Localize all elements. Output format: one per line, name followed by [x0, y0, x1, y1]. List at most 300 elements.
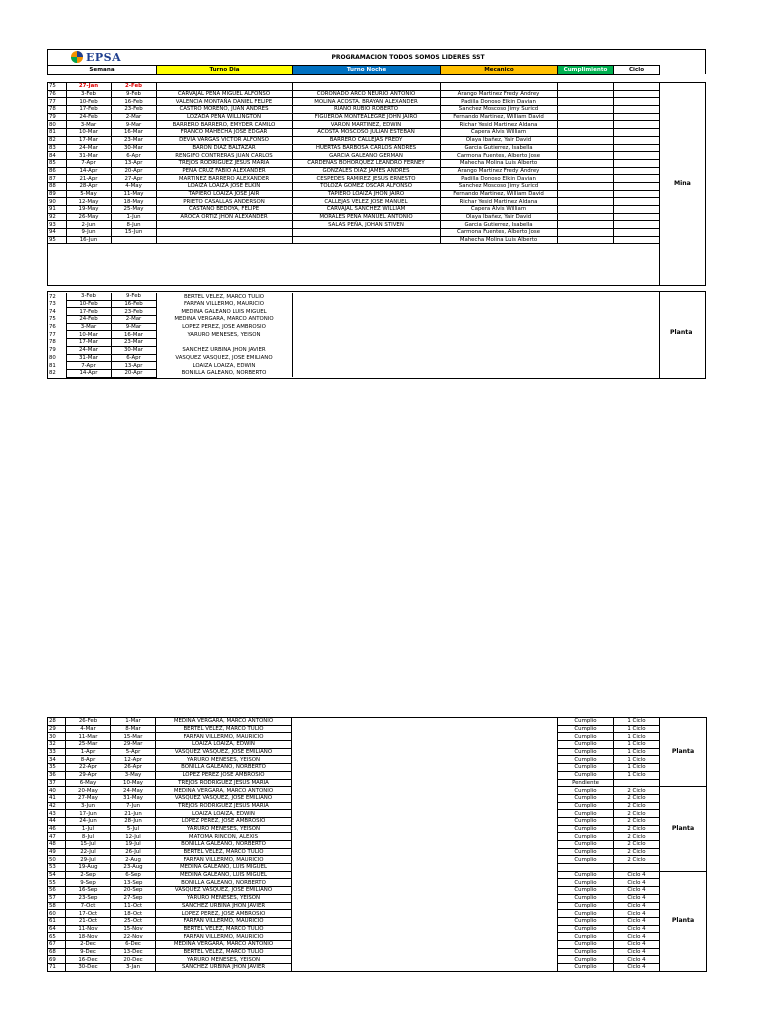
cell-empty — [292, 771, 558, 779]
cell-ciclo: 2 Ciclo — [614, 825, 660, 833]
cell: 31-May — [111, 794, 156, 802]
cell-empty — [292, 802, 558, 810]
cell: 25-May — [111, 206, 156, 214]
cell: 53 — [48, 864, 66, 872]
cell: 72 — [49, 293, 56, 300]
cell-ciclo — [613, 90, 659, 98]
cell: 16-Feb — [111, 300, 156, 308]
table-row — [48, 113, 659, 121]
table-row — [48, 894, 707, 902]
cell-cumplimiento: Cumplio — [558, 894, 614, 902]
cell-cumplimiento: Cumplio — [558, 817, 614, 825]
cell-empty — [292, 741, 558, 749]
group-label-mina: Mina — [674, 180, 691, 187]
table-row — [48, 887, 707, 895]
cell: 28 — [48, 718, 66, 726]
cell-ciclo — [613, 175, 659, 183]
cell: 61 — [48, 917, 66, 925]
table-row — [48, 83, 659, 90]
cell-empty — [557, 308, 613, 316]
table-row — [48, 764, 707, 772]
cell-cumplimiento — [557, 113, 613, 121]
cycles-table — [47, 717, 707, 972]
cell-empty — [292, 339, 440, 347]
cell-empty — [440, 300, 557, 308]
cell-empty — [292, 718, 558, 726]
cell: 91 — [48, 206, 66, 214]
cell-empty — [292, 925, 558, 933]
cell: 23-Sep — [66, 894, 111, 902]
cell: 30-Dec — [66, 964, 111, 972]
cell: 75 — [48, 83, 66, 90]
table-row — [48, 848, 707, 856]
cell: 95 — [48, 236, 66, 244]
cell: 54 — [48, 871, 66, 879]
mina-table — [48, 83, 659, 244]
cell: MEDINA VERGARA, MARCO ANTONIO — [156, 940, 292, 948]
cell: 68 — [48, 948, 66, 956]
cell: Capera Alvis William — [440, 129, 557, 137]
cell-ciclo — [613, 136, 659, 144]
cell-empty — [613, 293, 659, 300]
mina-divider — [659, 82, 660, 286]
cell: TAPIERO LOAIZA JHON JAIRO — [292, 190, 440, 198]
table-row — [48, 206, 659, 214]
cell-ciclo — [613, 213, 659, 221]
cell: LOAIZA LOAIZA, EDWIN — [156, 741, 292, 749]
cell-cumplimiento: Cumplio — [558, 964, 614, 972]
cell: 24-Feb — [66, 113, 111, 121]
cell-empty — [292, 894, 558, 902]
cell-cumplimiento — [557, 106, 613, 114]
cell: 24-Feb — [66, 316, 111, 324]
cell-cumplimiento — [557, 213, 613, 221]
cell-ciclo: Ciclo 4 — [614, 902, 660, 910]
cell-ciclo — [614, 779, 660, 787]
cell: 27-Apr — [111, 175, 156, 183]
cell: 90 — [48, 198, 66, 206]
cell: Olaya Ibañez, Yair David — [440, 136, 557, 144]
table-row — [48, 354, 659, 362]
cell: TREJOS RODRIGUEZ JESUS MARIA — [156, 802, 292, 810]
cell: CARDENAS BOHORQUEZ LEANDRO FERNEY — [292, 159, 440, 167]
table-row — [48, 879, 707, 887]
cell: 26-Jul — [111, 848, 156, 856]
cell: 23-Feb — [111, 106, 156, 114]
table-row — [48, 213, 659, 221]
cell: BARRERO CALLEJAS FREDY — [292, 136, 440, 144]
cell: 18-Oct — [111, 910, 156, 918]
cell: 12-May — [66, 198, 111, 206]
cell-empty — [292, 887, 558, 895]
cell-cumplimiento — [557, 121, 613, 129]
cell-ciclo: Ciclo 4 — [614, 879, 660, 887]
cell: RIAÑO RUBIO ROBERTO — [292, 106, 440, 114]
cell: 25-Oct — [111, 917, 156, 925]
cell-empty — [440, 331, 557, 339]
cell: 17-Feb — [66, 106, 111, 114]
table-row — [48, 825, 707, 833]
cell: BERTEL VELEZ, MARCO TULIO — [156, 948, 292, 956]
cell: 2-Mar — [111, 113, 156, 121]
cell-empty — [292, 733, 558, 741]
cell-empty — [292, 948, 558, 956]
cell-empty — [613, 331, 659, 339]
cell — [440, 83, 557, 90]
table-row — [48, 733, 707, 741]
cell: 28-Jun — [111, 817, 156, 825]
cell: 1-Jul — [66, 825, 111, 833]
table-row — [48, 871, 707, 879]
cell: 82 — [48, 136, 66, 144]
cell: BONILLA GALEANO, NORBERTO — [156, 369, 292, 377]
logo-text: EPSA — [86, 50, 122, 64]
table-row — [48, 725, 707, 733]
cell: 23-Feb — [111, 308, 156, 316]
cell: SANCHEZ URBINA JHON JAVIER — [156, 346, 292, 354]
cell: 73 — [49, 301, 56, 308]
table-row — [48, 331, 659, 339]
cell-empty — [292, 817, 558, 825]
col-turno-dia: Turno Dia — [157, 66, 293, 75]
cell: 10-Mar — [66, 331, 111, 339]
cell: 16-Feb — [111, 98, 156, 106]
cell: BONILLA GALEANO, NORBERTO — [156, 879, 292, 887]
cell-empty — [292, 331, 440, 339]
cell-empty — [557, 293, 613, 300]
cell — [156, 221, 292, 229]
cell: 1-Apr — [66, 748, 111, 756]
cell: VASQUEZ VASQUEZ, JOSE EMILIANO — [156, 354, 292, 362]
cell: 14-Apr — [66, 369, 111, 377]
cell: Mahecha Molina Luis Alberto — [440, 236, 557, 244]
cell-cumplimiento: Cumplio — [558, 910, 614, 918]
cell: 9-Sep — [66, 879, 111, 887]
cell-empty — [292, 300, 440, 308]
cell: 33 — [48, 748, 66, 756]
cell: 22-Apr — [66, 764, 111, 772]
cell: 49 — [48, 848, 66, 856]
cell-cumplimiento: Cumplio — [558, 848, 614, 856]
cell: 85 — [48, 159, 66, 167]
cell: Padilla Donoso Elkin Davian — [440, 98, 557, 106]
cell-ciclo: 1 Ciclo — [614, 771, 660, 779]
cell: 11-Nov — [66, 925, 111, 933]
cell: 29 — [48, 725, 66, 733]
cell-empty — [292, 787, 558, 795]
cell-cumplimiento: Cumplio — [558, 733, 614, 741]
cell-cumplimiento: Cumplio — [558, 902, 614, 910]
cell: 56 — [48, 887, 66, 895]
cell: 76 — [49, 324, 56, 331]
cell: YARURO MENESES, YEISON — [156, 756, 292, 764]
cell-empty — [440, 354, 557, 362]
cell: BARRERO BARRERO, EMYDER CAMILO — [156, 121, 292, 129]
cell: 15-Mar — [111, 733, 156, 741]
cell: GARCIA GALEANO GERMAN — [292, 152, 440, 160]
cell: 19-Aug — [66, 864, 111, 872]
cell: 40 — [48, 787, 66, 795]
cell: 22-Nov — [111, 933, 156, 941]
cell: 6-Sep — [111, 871, 156, 879]
cell: 6-May — [66, 779, 111, 787]
cell-ciclo: 1 Ciclo — [614, 725, 660, 733]
cell-ciclo — [613, 152, 659, 160]
cell: 83 — [48, 144, 66, 152]
table-row — [48, 940, 707, 948]
cell: LOAIZA LOAIZA, EDWIN — [156, 362, 292, 370]
cell: 44 — [48, 817, 66, 825]
cell: 81 — [49, 362, 56, 369]
cell: 9-Mar — [111, 323, 156, 331]
cell: 5-Jul — [111, 825, 156, 833]
cell-empty — [292, 756, 558, 764]
cell: 47 — [48, 833, 66, 841]
cell: YARURO MENESES, YEISON — [156, 956, 292, 964]
cell-cumplimiento — [557, 129, 613, 137]
cell: 1-Mar — [111, 718, 156, 726]
cell-cumplimiento: Cumplio — [558, 940, 614, 948]
cell: CALLEJAS VELEZ JOSE MANUEL — [292, 198, 440, 206]
cell: FARFAN VILLERMO, MAURICIO — [156, 300, 292, 308]
cell-empty — [292, 316, 440, 324]
cell: 31-Mar — [66, 354, 111, 362]
cell: 27-May — [66, 794, 111, 802]
cell: 2-Feb — [111, 83, 156, 90]
cell-empty — [440, 339, 557, 347]
cell-empty — [292, 779, 558, 787]
cell: 19-Jul — [111, 841, 156, 849]
cell: Carmona Fuentes, Alberto Jose — [440, 152, 557, 160]
cell: Sanchez Moscoso Jimy Suricd — [440, 182, 557, 190]
cell: 13-Sep — [111, 879, 156, 887]
cell-empty — [440, 323, 557, 331]
cell: MARTINEZ BARRERO ALEXANDER — [156, 175, 292, 183]
cell-ciclo: 2 Ciclo — [614, 833, 660, 841]
col-cumplimiento: Cumplimiento — [558, 66, 614, 75]
cell: 60 — [48, 910, 66, 918]
cell: HUERTAS BARBOSA CARLOS ANDRES — [292, 144, 440, 152]
table-row — [48, 308, 659, 316]
cell-cumplimiento: Cumplio — [558, 925, 614, 933]
cell: 12-Apr — [111, 756, 156, 764]
cell-ciclo — [613, 144, 659, 152]
col-mecanico: Mecanico — [441, 66, 558, 75]
cell-empty — [440, 308, 557, 316]
cell: 11-Mar — [66, 733, 111, 741]
cell: 17-Jun — [66, 810, 111, 818]
cell: LOZADA PEÑA WILLINGTON — [156, 113, 292, 121]
cell: 12-Jul — [111, 833, 156, 841]
table-row — [48, 198, 659, 206]
cell: MEDINA GALEANO, LUIS MIGUEL — [156, 864, 292, 872]
cell-cumplimiento: Cumplio — [558, 741, 614, 749]
cell-cumplimiento — [557, 182, 613, 190]
cell-ciclo: 2 Ciclo — [614, 848, 660, 856]
cell-cumplimiento: Cumplio — [558, 948, 614, 956]
cell: 6-Apr — [111, 354, 156, 362]
cell-cumplimiento: Cumplio — [558, 725, 614, 733]
cell: 82 — [49, 370, 56, 377]
cell: 32 — [48, 741, 66, 749]
table-row — [48, 221, 659, 229]
cell-ciclo: Ciclo 4 — [614, 871, 660, 879]
table-row — [48, 236, 659, 244]
table-row — [48, 948, 707, 956]
cell: 10-Feb — [66, 300, 111, 308]
cell: 76 — [48, 90, 66, 98]
table-row — [48, 925, 707, 933]
cell: 3-Mar — [66, 323, 111, 331]
cell: 21-Jun — [111, 810, 156, 818]
cell: Richar Yesid Martinez Aldana — [440, 198, 557, 206]
cell — [156, 83, 292, 90]
cell-empty — [292, 848, 558, 856]
cell: 16-Sep — [66, 887, 111, 895]
cell: 94 — [48, 229, 66, 237]
cell-cumplimiento: Pendiente — [558, 779, 614, 787]
cell-empty — [557, 316, 613, 324]
cell: 48 — [48, 841, 66, 849]
table-row — [48, 144, 659, 152]
table-row — [48, 300, 659, 308]
cell: 13-Apr — [111, 159, 156, 167]
cell: 9-Jun — [66, 229, 111, 237]
table-row — [48, 293, 659, 300]
cell-ciclo — [613, 159, 659, 167]
cell: 15-Jul — [66, 841, 111, 849]
cell-empty — [292, 964, 558, 972]
cell: 8-Mar — [111, 725, 156, 733]
cell: CARVAJAL PEÑA MIGUEL ALFONSO — [156, 90, 292, 98]
table-row — [48, 787, 707, 795]
cell: 26-Feb — [66, 718, 111, 726]
cell: 55 — [48, 879, 66, 887]
table-row — [48, 323, 659, 331]
cell: 58 — [48, 902, 66, 910]
cell: TAPIERO LOAIZA JOSE JAIR — [156, 190, 292, 198]
cell: BONILLA GALEANO, NORBERTO — [156, 841, 292, 849]
cell — [292, 83, 440, 90]
cell-ciclo — [613, 106, 659, 114]
cell: CASTRO MORENO, JUAN ANDRES — [156, 106, 292, 114]
cell-cumplimiento: Cumplio — [558, 794, 614, 802]
cell — [111, 236, 156, 244]
cell-empty — [292, 879, 558, 887]
table-row — [48, 362, 659, 370]
table-row — [48, 121, 659, 129]
table-row — [48, 856, 707, 864]
cell: BERTEL VELEZ, MARCO TULIO — [156, 293, 292, 300]
cell: 3-Feb — [66, 293, 111, 300]
cell: 74 — [49, 308, 56, 315]
cell: 92 — [48, 213, 66, 221]
cell: 3-May — [111, 771, 156, 779]
epsa-logo-icon — [70, 50, 84, 64]
cell-empty — [292, 856, 558, 864]
cell-ciclo: Ciclo 4 — [614, 910, 660, 918]
cell: 29-Apr — [66, 771, 111, 779]
cell-empty — [292, 841, 558, 849]
cell-empty — [292, 940, 558, 948]
cell-empty — [292, 910, 558, 918]
cell: 23-Mar — [111, 339, 156, 347]
cell-empty — [292, 748, 558, 756]
cell: YARURO MENESES, YEISON — [156, 331, 292, 339]
cell: 79 — [49, 347, 56, 354]
cell: 29-Mar — [111, 741, 156, 749]
cell-ciclo: 2 Ciclo — [614, 794, 660, 802]
cell-empty — [292, 369, 440, 377]
cell: 24-Mar — [66, 346, 111, 354]
cell: 25-Mar — [66, 741, 111, 749]
cell: 11-May — [111, 190, 156, 198]
cell-cumplimiento: Cumplio — [558, 917, 614, 925]
cell: Fernando Martinez, William David — [440, 113, 557, 121]
cell-cumplimiento: Cumplio — [558, 825, 614, 833]
cell: 77 — [48, 98, 66, 106]
cell-cumplimiento: Cumplio — [558, 956, 614, 964]
cell: 11-Oct — [111, 902, 156, 910]
cell-empty — [557, 354, 613, 362]
cell-empty — [292, 362, 440, 370]
cell: 84 — [48, 152, 66, 160]
cell: TOLOZA GOMEZ OSCAR ALFONSO — [292, 182, 440, 190]
group-label-planta: Planta — [660, 787, 707, 872]
cell-cumplimiento — [557, 98, 613, 106]
cell: PRIETO CASALLAS ANDERSON — [156, 198, 292, 206]
cell-ciclo: 1 Ciclo — [614, 741, 660, 749]
cell: 16-Mar — [111, 331, 156, 339]
cell: 29-Jul — [66, 856, 111, 864]
cell-cumplimiento — [557, 152, 613, 160]
cell: 26-Apr — [111, 764, 156, 772]
cell: 30-Mar — [111, 144, 156, 152]
cell: Olaya Ibañez, Yair David — [440, 213, 557, 221]
cell: 6-Apr — [111, 152, 156, 160]
cell-ciclo — [613, 113, 659, 121]
cell-cumplimiento — [557, 221, 613, 229]
cell-ciclo: 2 Ciclo — [614, 841, 660, 849]
cell-empty — [557, 362, 613, 370]
cell-ciclo — [613, 236, 659, 244]
cell: 28-Apr — [66, 182, 111, 190]
cell — [156, 236, 292, 244]
cell: FARFAN VILLERMO, MAURICIO — [156, 917, 292, 925]
cell: 26-May — [66, 213, 111, 221]
cell-ciclo — [614, 864, 660, 872]
cell: 15-Jun — [111, 229, 156, 237]
cell: MORALES PEÑA MANUEL ANTONIO — [292, 213, 440, 221]
cell: 67 — [48, 940, 66, 948]
cell-empty — [613, 369, 659, 377]
col-ciclo: Ciclo — [614, 66, 660, 75]
cell-empty — [613, 346, 659, 354]
cell: 2-Jun — [66, 221, 111, 229]
cell: 3-Mar — [66, 121, 111, 129]
cell: 16-Mar — [111, 129, 156, 137]
cell: 5-May — [66, 190, 111, 198]
table-row — [48, 748, 707, 756]
cell: MEDINA VERGARA, MARCO ANTONIO — [156, 316, 292, 324]
cell: 80 — [48, 121, 66, 129]
cell: 16-Jun — [66, 236, 111, 244]
epsa-logo — [70, 50, 121, 64]
cell: 35 — [48, 764, 66, 772]
cell: 46 — [48, 825, 66, 833]
cell: VASQUEZ VASQUEZ, JOSE EMILIANO — [156, 748, 292, 756]
cell-empty — [292, 810, 558, 818]
